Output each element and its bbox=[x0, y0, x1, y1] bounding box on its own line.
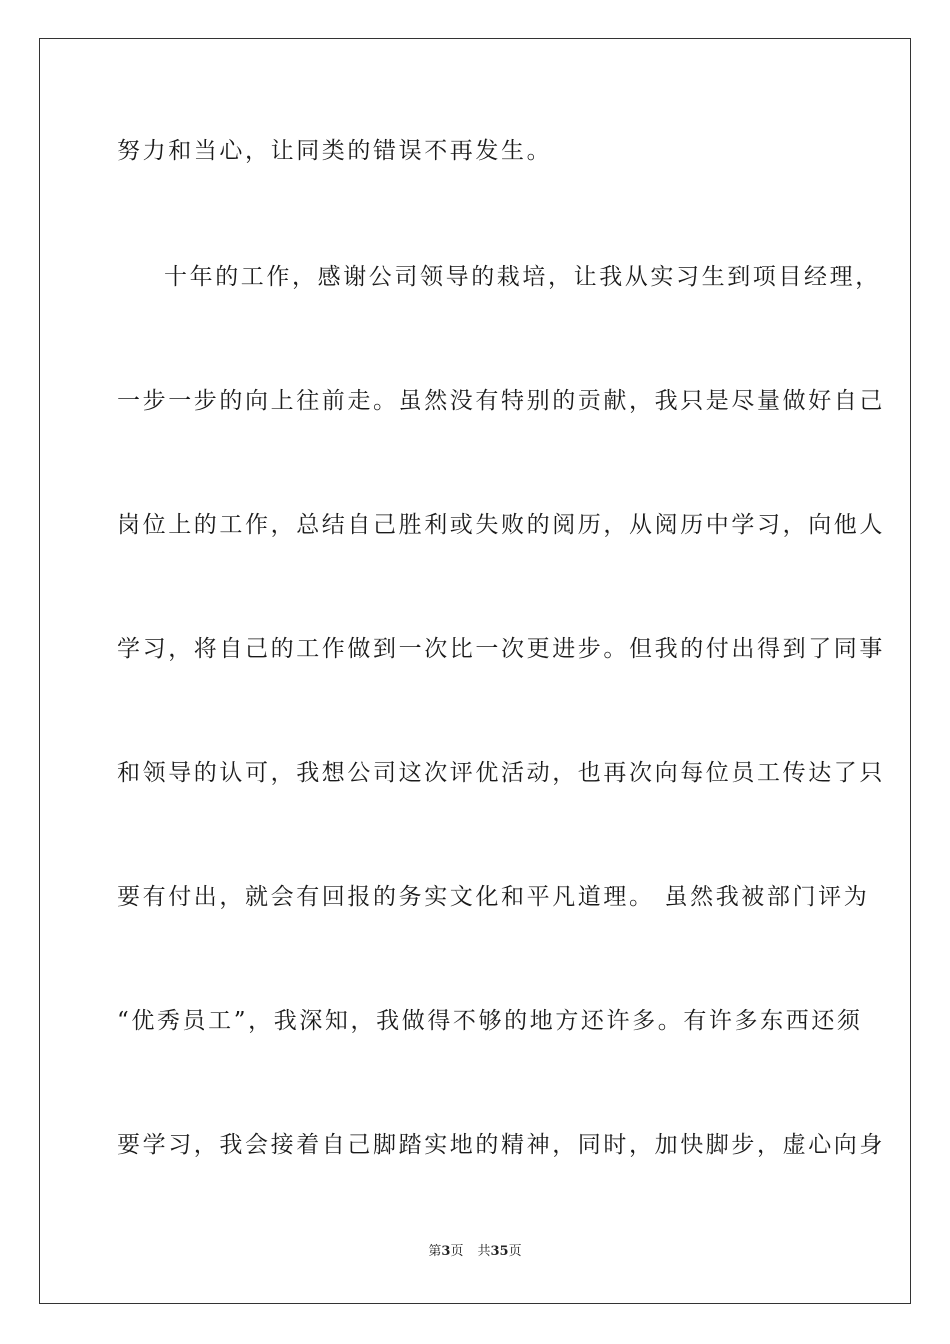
text-line-1: 努力和当心，让同类的错误不再发生。 bbox=[117, 138, 553, 164]
page-border bbox=[39, 38, 911, 1304]
text-line-7: 要有付出，就会有回报的务实文化和平凡道理。 虽然我被部门评为 bbox=[117, 884, 870, 910]
total-suffix: 页 bbox=[508, 1244, 522, 1259]
text-line-5: 学习，将自己的工作做到一次比一次更进步。但我的付出得到了同事 bbox=[117, 636, 885, 662]
total-prefix: 共 bbox=[477, 1244, 491, 1259]
text-line-6: 和领导的认可，我想公司这次评优活动，也再次向每位员工传达了只 bbox=[117, 760, 885, 786]
text-line-9: 要学习，我会接着自己脚踏实地的精神，同时，加快脚步，虚心向身 bbox=[117, 1132, 885, 1158]
text-line-3: 一步一步的向上往前走。虽然没有特别的贡献，我只是尽量做好自己 bbox=[117, 388, 885, 414]
page-footer bbox=[0, 1243, 950, 1261]
text-line-2: 十年的工作，感谢公司领导的栽培，让我从实习生到项目经理， bbox=[164, 264, 881, 290]
page-suffix: 页 bbox=[450, 1244, 464, 1259]
text-line-8: “优秀员工”，我深知，我做得不够的地方还许多。有许多东西还须 bbox=[117, 1008, 863, 1034]
text-line-4: 岗位上的工作，总结自己胜利或失败的阅历，从阅历中学习，向他人 bbox=[117, 512, 885, 538]
page-prefix: 第 bbox=[428, 1244, 442, 1259]
page-number: 3 bbox=[441, 1244, 451, 1259]
total-pages: 35 bbox=[490, 1244, 509, 1259]
